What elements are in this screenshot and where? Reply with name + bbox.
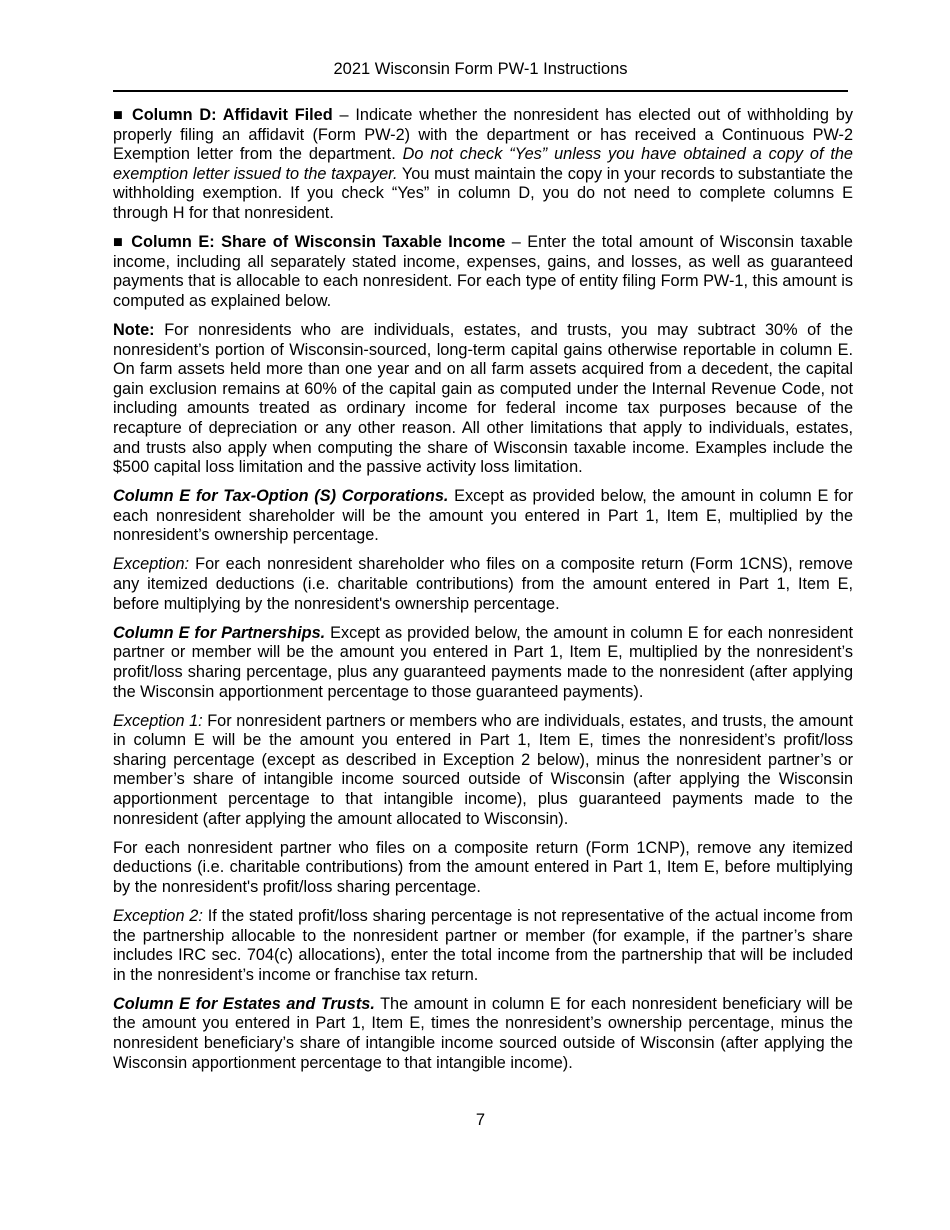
estates-heading: Column E for Estates and Trusts. xyxy=(113,994,375,1013)
bullet-square: ■ xyxy=(113,106,126,124)
s-corp-exception-text: For each nonresident shareholder who files on a composite return (Form 1CNS), remove any itemized deductions (i.e. charitable contributions) from the amount entered in Part 1, Item E, before multiplying by the nonresident's ownership percentage. xyxy=(113,555,853,613)
composite-partner-paragraph xyxy=(113,839,853,898)
partnerships-text: Except as provided below, the amount in column E for each nonresident partner or member will be the amount you entered in Part 1, Item E, multiplied by the nonresident’s profit/loss sharing percentage, plus any guaranteed payments made to the nonresident (after applying the Wisconsin apportionment percentage to those guaranteed payments). xyxy=(113,623,853,701)
column-d-heading: Column D: Affidavit Filed xyxy=(131,106,333,124)
page-number: 7 xyxy=(475,1111,486,1129)
column-e-heading: Column E: Share of Wisconsin Taxable Income xyxy=(131,233,506,252)
column-d-text: – Indicate whether the nonresident has elected out of withholding by properly filing an affidavit (Form PW-2) with the department or has received a Continuous PW-2 Exemption letter from the department. xyxy=(113,106,853,164)
s-corp-text: Except as provided below, the amount in column E for each nonresident shareholder will be the amount you entered in Part 1, Item E, multiplied by the nonresident’s ownership percentage. xyxy=(113,487,854,545)
column-d-paragraph xyxy=(113,106,853,224)
s-corp-heading: Column E for Tax-Option (S) Corporations. xyxy=(113,487,449,506)
column-d-italic-note: Do not check “Yes” unless you have obtained a copy of the exemption letter issued to the taxpayer. xyxy=(113,145,853,183)
composite-partner-text: For each nonresident partner who files on a composite return (Form 1CNP), remove any itemized deductions (i.e. charitable contributions) from the amount entered in Part 1, Item E, before multiplying by the nonresident's profit/loss sharing percentage. xyxy=(113,838,853,896)
estates-text: The amount in column E for each nonresident beneficiary will be the amount you entered in Part 1, Item E, times the nonresident’s ownership percentage, minus the nonresident beneficiary’s share of intangible income sourced outside of Wisconsin (after applying the Wisconsin apportionment percentage to that intangible income). xyxy=(113,994,853,1072)
exception-1-text: For nonresident partners or members who are individuals, estates, and trusts, the amount in column E will be the amount you entered in Part 1, Item E, times the nonresident’s profit/loss sharing percentage (except as described in Exception 2 below), minus the nonresident partner’s or member’s share of intangible income sourced outside of Wisconsin (after applying the Wisconsin apportionment percentage to that intangible income), plus guaranteed payments made to the nonresident (after applying the amount allocated to Wisconsin). xyxy=(113,711,853,828)
exception-2-paragraph xyxy=(113,907,853,985)
note-label: Note: xyxy=(113,320,155,339)
column-e-paragraph xyxy=(113,233,853,311)
partnerships-heading: Column E for Partnerships. xyxy=(113,623,326,642)
s-corp-exception-label: Exception: xyxy=(113,555,190,574)
exception-2-label: Exception 2: xyxy=(113,906,203,925)
note-paragraph xyxy=(113,321,853,478)
instructions-body xyxy=(113,106,853,1083)
s-corp-paragraph xyxy=(113,487,853,546)
header-divider xyxy=(113,90,848,92)
exception-1-label: Exception 1: xyxy=(113,711,203,730)
bullet-square: ■ xyxy=(113,233,125,252)
s-corp-exception-paragraph xyxy=(113,555,853,614)
exception-2-text: If the stated profit/loss sharing percentage is not representative of the actual income from the partnership allocable to the nonresident partner or member (for example, if the partner’s share includes IRC sec. 704(c) allocations), enter the total income from the partnership that will be included in the nonresident’s income or franchise tax return. xyxy=(113,906,853,984)
note-text: For nonresidents who are individuals, estates, and trusts, you may subtract 30% of the nonresident’s portion of Wisconsin-sourced, long-term capital gains otherwise reportable in column E. On farm assets held more than one year and on all farm assets acquired from a decedent, the capital gain exclusion remains at 60% of the capital gain as computed under the Internal Revenue Code, not including amounts treated as ordinary income for federal income tax purposes because of the recapture of depreciation or any other reason. All other limitations that apply to individuals, estates, and trusts also apply when computing the share of Wisconsin taxable income. Examples include the $500 capital loss limitation and the passive activity loss limitation. xyxy=(113,320,853,477)
column-d-text-2: You must maintain the copy in your records to substantiate the withholding exemption. If you check “Yes” in column D, you do not need to complete columns E through H for that nonresident. xyxy=(113,164,853,222)
page-header: 2021 Wisconsin Form PW-1 Instructions xyxy=(333,60,628,78)
estates-paragraph xyxy=(113,995,853,1073)
partnerships-paragraph xyxy=(113,624,853,702)
exception-1-paragraph xyxy=(113,712,853,830)
column-e-text: – Enter the total amount of Wisconsin taxable income, including all separately stated income, expenses, gains, and losses, as well as guaranteed payments that is allocable to each nonresident. For each type of entity filing Form PW-1, this amount is computed as explained below. xyxy=(113,233,853,310)
